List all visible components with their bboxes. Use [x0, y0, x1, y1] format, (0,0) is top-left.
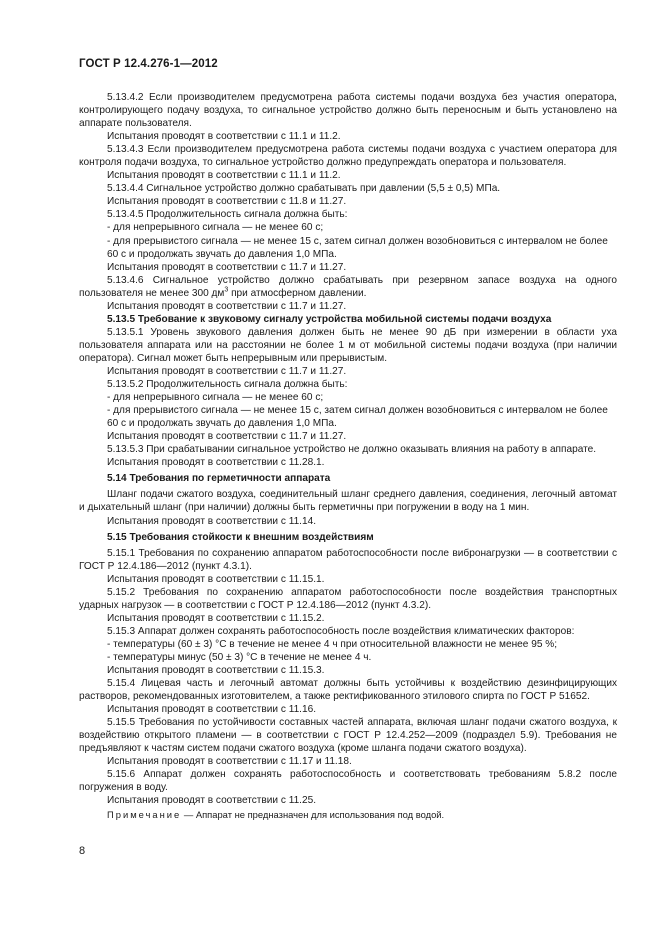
paragraph: Испытания проводят в соответствии с 11.15.2. — [107, 612, 325, 624]
paragraph: 5.15.3 Аппарат должен сохранять работоспособность после воздействия климатических факторов: — [107, 625, 575, 637]
paragraph: 5.15.2 Требования по сохранению аппаратом работоспособности после воздействия транспортных ударных нагрузок — в соответствии с ГОСТ Р 12.4.186—2012 (пункт 4.3.2). — [79, 586, 617, 611]
section-heading: 5.15 Требования стойкости к внешним воздействиям — [107, 531, 374, 543]
paragraph: Испытания проводят в соответствии с 11.14. — [107, 515, 317, 527]
paragraph: Испытания проводят в соответствии с 11.25. — [107, 795, 317, 807]
paragraph: Испытания проводят в соответствии с 11.8 и 11.27. — [107, 196, 347, 208]
paragraph: 5.13.4.2 Если производителем предусмотрена работа системы подачи воздуха без участия оператора, контролирующего подачу воздуха, то сигнальное устройство должно быть переносным и быть установлено на аппарате пользователя. — [79, 92, 617, 130]
paragraph: 5.15.1 Требования по сохранению аппаратом работоспособности после вибронагрузки — в соответствии с ГОСТ Р 12.4.186—2012 (пункт 4.3.1). — [79, 547, 617, 572]
paragraph: Испытания проводят в соответствии с 11.1 и 11.2. — [107, 131, 341, 143]
superscript: 3 — [224, 286, 229, 294]
document-body — [79, 91, 617, 821]
list-item: - для непрерывного сигнала — не менее 60 с; — [79, 221, 617, 234]
paragraph: 5.13.5.2 Продолжительность сигнала должна быть: — [107, 379, 348, 391]
paragraph: Испытания проводят в соответствии с 11.7 и 11.27. — [107, 261, 347, 273]
paragraph: Шланг подачи сжатого воздуха, соединительный шланг среднего давления, соединения, легочный автомат и дыхательный шланг (при наличии) должны быть герметичны при погружении в воду на 1 мин. — [79, 489, 617, 514]
document-header: ГОСТ Р 12.4.276-1—2012 — [79, 58, 218, 70]
page-number: 8 — [79, 845, 86, 857]
paragraph: Испытания проводят в соответствии с 11.17 и 11.18. — [107, 756, 352, 768]
paragraph: Испытания проводят в соответствии с 11.7 и 11.27. — [107, 365, 347, 377]
list-item: - для непрерывного сигнала — не менее 60 с; — [79, 391, 617, 404]
note-text: — Аппарат не предназначен для использования под водой. — [181, 808, 445, 820]
list-item: - температуры (60 ± 3) °С в течение не менее 4 ч при относительной влажности не менее 95 %; — [79, 638, 617, 651]
note-label: Примечание — [107, 808, 182, 820]
section-heading: 5.13.5 Требование к звуковому сигналу устройства мобильной системы подачи воздуха — [107, 313, 552, 325]
paragraph: Испытания проводят в соответствии с 11.15.1. — [107, 573, 325, 585]
paragraph: 5.15.4 Лицевая часть и легочный автомат должны быть устойчивы к воздействию дезинфицирующих растворов, рекомендованных изготовителем, а также ректификованного этилового спирта по ГОСТ Р 51652. — [79, 678, 617, 703]
paragraph: Испытания проводят в соответствии с 11.16. — [107, 704, 317, 716]
paragraph-text: 5.13.4.6 Сигнальное устройство должно срабатывать при резервном запасе воздуха на одного пользователя не менее 300 дм — [79, 274, 617, 299]
paragraph: 5.13.5.1 Уровень звукового давления должен быть не менее 90 дБ при измерении в области уха пользователя аппарата или на расстоянии не более 1 м от мобильной системы подачи воздуха (при наличии оператора). Сигнал может быть непрерывным или прерывистым. — [79, 326, 617, 364]
paragraph: 5.13.5.3 При срабатывании сигнальное устройство не должно оказывать влияния на работу в аппарате. — [107, 444, 597, 456]
paragraph — [79, 274, 617, 300]
paragraph: 5.15.5 Требования по устойчивости составных частей аппарата, включая шланг подачи сжатого воздуха, к воздействию открытого пламени — в соответствии с ГОСТ Р 12.4.252—2009 (подраздел 5.9). Требования не предъявляют к частям систем подачи сжатого воздуха (кроме шланга подачи сжатого воздуха). — [79, 717, 617, 755]
paragraph: 5.13.4.3 Если производителем предусмотрена работа системы подачи воздуха с участием оператора для контроля подачи воздуха, то сигнальное устройство должно предупреждать оператора и пользователя. — [79, 144, 617, 169]
paragraph: Испытания проводят в соответствии с 11.7 и 11.27. — [107, 300, 347, 312]
paragraph: 5.13.4.4 Сигнальное устройство должно срабатывать при давлении (5,5 ± 0,5) МПа. — [107, 183, 501, 195]
paragraph-tail: при атмосферном давлении. — [228, 287, 367, 299]
paragraph: Испытания проводят в соответствии с 11.28.1. — [107, 457, 325, 469]
section-heading: 5.14 Требования по герметичности аппарата — [107, 473, 331, 485]
list-item: - температуры минус (50 ± 3) °С в течение не менее 4 ч. — [79, 651, 617, 664]
paragraph: Испытания проводят в соответствии с 11.15.3. — [107, 665, 325, 677]
paragraph: Испытания проводят в соответствии с 11.7 и 11.27. — [107, 431, 347, 443]
paragraph: Испытания проводят в соответствии с 11.1 и 11.2. — [107, 170, 341, 182]
paragraph: 5.13.4.5 Продолжительность сигнала должна быть: — [107, 209, 348, 221]
note — [79, 808, 617, 821]
paragraph: 5.15.6 Аппарат должен сохранять работоспособность и соответствовать требованиям 5.8.2 после погружения в воду. — [79, 769, 617, 794]
list-item: - для прерывистого сигнала — не менее 15 с, затем сигнал должен возобновиться с интервалом не более 60 с и продолжать звучать до давления 1,0 МПа. — [79, 235, 617, 261]
list-item: - для прерывистого сигнала — не менее 15 с, затем сигнал должен возобновиться с интервалом не более 60 с и продолжать звучать до давления 1,0 МПа. — [79, 404, 617, 430]
